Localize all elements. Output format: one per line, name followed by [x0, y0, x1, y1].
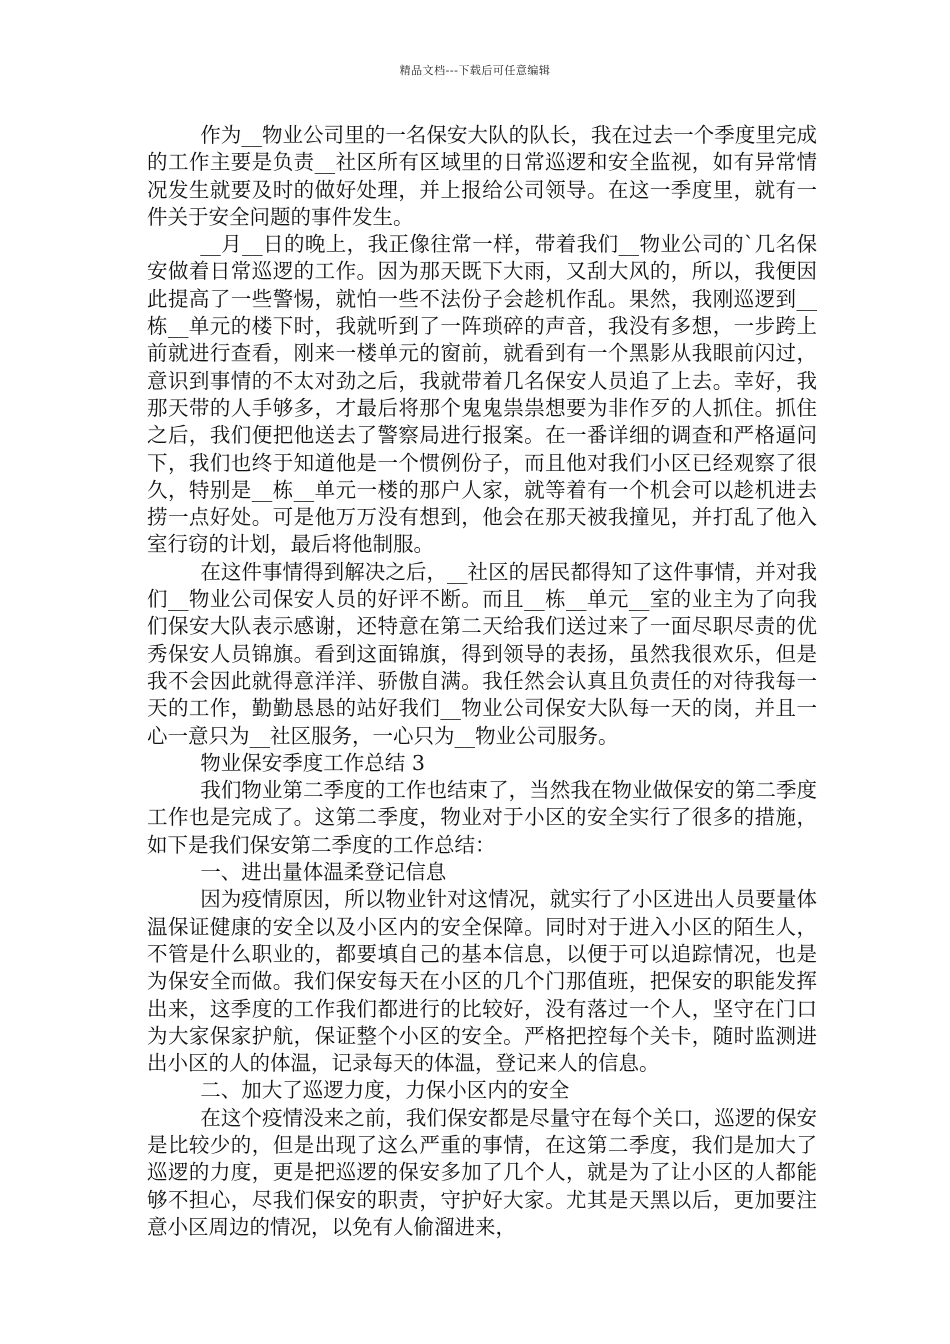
document-body: [147, 122, 817, 1241]
subheading-1-text: 因为疫情原因，所以物业针对这情况，就实行了小区进出人员要量体温保证健康的安全以及小区内的安全保障。同时对于进入小区的陌生人，不管是什么职业的，都要填自己的基本信息，以便于可以追踪情况，也是为保安全而做。我们保安每天在小区的几个门那值班，把保安的职能发挥出来，这季度的工作我们都进行的比较好，没有落过一个人，坚守在门口为大家保家护航，保证整个小区的安全。严格把控每个关卡，随时监测进出小区的人的体温，记录每天的体温，登记来人的信息。: [147, 887, 817, 1076]
page-header-watermark: 精品文档---下载后可任意编辑: [399, 64, 551, 77]
subheading-2-text: 在这个疫情没来之前，我们保安都是尽量守在每个关口，巡逻的保安是比较少的，但是出现了这么严重的事情，在这第二季度，我们是加大了巡逻的力度，更是把巡逻的保安多加了几个人，就是为了让小区的人都能够不担心，尽我们保安的职责，守护好大家。尤其是天黑以后，更加要注意小区周边的情况，以免有人偷溜进来，: [147, 1105, 817, 1239]
section-intro: 我们物业第二季度的工作也结束了，当然我在物业做保安的第二季度工作也是完成了。这第二季度，物业对于小区的安全实行了很多的措施，如下是我们保安第二季度的工作总结：: [147, 778, 817, 857]
subheading-1: 一、进出量体温柔登记信息: [200, 860, 447, 885]
paragraph-2: __月__日的晚上，我正像往常一样，带着我们__物业公司的`几名保安做着日常巡逻的工作。因为那天既下大雨，又刮大风的，所以，我便因此提高了一些警惕，就怕一些不法份子会趁机作乱。果然，我刚巡逻到__栋__单元的楼下时，我就听到了一阵琐碎的声音，我没有多想，一步跨上前就进行查看，刚来一楼单元的窗前，就看到有一个黑影从我眼前闪过，意识到事情的不太对劲之后，我就带着几名保安人员追了上去。幸好，我那天带的人手够多，才最后将那个鬼鬼祟祟想要为非作歹的人抓住。抓住之后，我们便把他送去了警察局进行报案。在一番详细的调查和严格逼问下，我们也终于知道他是一个惯例份子，而且他对我们小区已经观察了很久，特别是__栋__单元一楼的那户人家，就等着有一个机会可以趁机进去捞一点好处。可是他万万没有想到，他会在那天被我撞见，并打乱了他入室行窃的计划，最后将他制服。: [147, 232, 817, 557]
paragraph-3: 在这件事情得到解决之后，__社区的居民都得知了这件事情，并对我们__物业公司保安人员的好评不断。而且__栋__单元__室的业主为了向我们保安大队表示感谢，还特意在第二天给我们送过来了一面尽职尽责的优秀保安人员锦旗。看到这面锦旗，得到领导的表扬，虽然我很欢乐，但是我不会因此就得意洋洋、骄傲自满。我任然会认真且负责任的对待我每一天的工作，勤勤恳恳的站好我们__物业公司保安大队每一天的岗，并且一心一意只为__社区服务，一心只为__物业公司服务。: [147, 559, 817, 748]
section-title: 物业保安季度工作总结 3: [200, 750, 425, 775]
subheading-2: 二、加大了巡逻力度，力保小区内的安全: [200, 1078, 570, 1103]
paragraph-1: 作为__物业公司里的一名保安大队的队长，我在过去一个季度里完成的工作主要是负责__社区所有区域里的日常巡逻和安全监视，如有异常情况发生就要及时的做好处理，并上报给公司领导。在这一季度里，就有一件关于安全问题的事件发生。: [147, 123, 817, 229]
